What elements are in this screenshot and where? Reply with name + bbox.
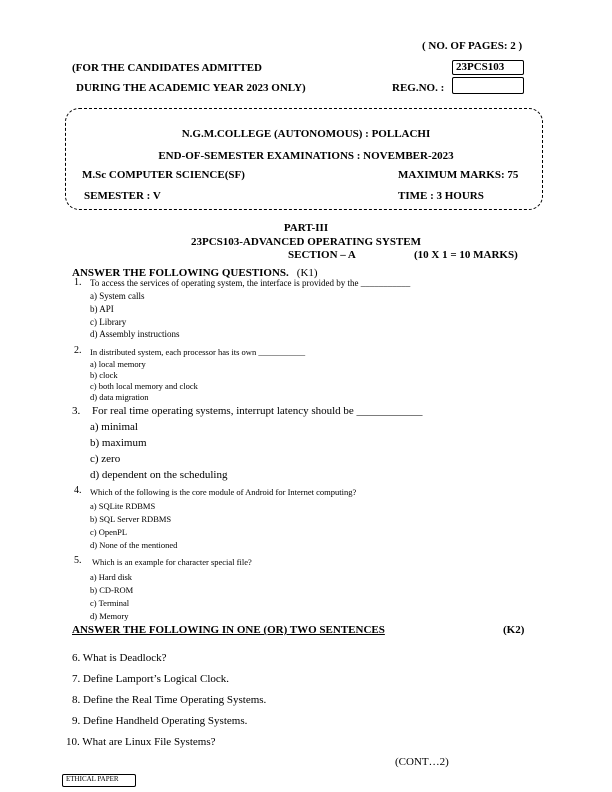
option: b) CD-ROM: [90, 585, 134, 595]
section-a-marks: (10 X 1 = 10 MARKS): [414, 249, 518, 261]
option: d) dependent on the scheduling: [90, 469, 228, 481]
option: c) Terminal: [90, 598, 130, 608]
question-text: Which of the following is the core module of Android for Internet computing?: [90, 487, 357, 497]
option: b) maximum: [90, 437, 147, 449]
max-marks: MAXIMUM MARKS: 75: [398, 169, 519, 181]
paper-title: 23PCS103-ADVANCED OPERATING SYSTEM: [190, 236, 421, 248]
option: a) Hard disk: [90, 572, 133, 582]
program: M.Sc COMPUTER SCIENCE(SF): [82, 169, 245, 181]
candidates-line-2: DURING THE ACADEMIC YEAR 2023 ONLY): [76, 82, 306, 94]
question-text: For real time operating systems, interrupt latency should be ____________: [92, 405, 423, 417]
ethical-paper-label: ETHICAL PAPER: [66, 775, 119, 783]
subject-code: 23PCS103: [456, 61, 505, 73]
option: d) None of the mentioned: [90, 540, 178, 550]
option: d) Assembly instructions: [90, 329, 180, 339]
part-label: PART-III: [283, 222, 329, 234]
question-text: To access the services of operating system, the interface is provided by the ___________: [90, 278, 411, 288]
question-text: In distributed system, each processor has its own ___________: [90, 347, 306, 357]
option: c) zero: [90, 453, 121, 465]
question-number: 5.: [74, 555, 82, 566]
option: b) API: [90, 304, 114, 314]
continued-note: (CONT…2): [395, 756, 449, 768]
option: d) Memory: [90, 611, 129, 621]
option: d) data migration: [90, 392, 149, 402]
option: a) SQLite RDBMS: [90, 501, 156, 511]
section-b-instruction: ANSWER THE FOLLOWING IN ONE (OR) TWO SENTENCES: [72, 624, 385, 636]
exam-title: END-OF-SEMESTER EXAMINATIONS : NOVEMBER-2023: [158, 150, 454, 162]
page-count: ( NO. OF PAGES: 2 ): [422, 40, 523, 52]
college-name: N.G.M.COLLEGE (AUTONOMOUS) : POLLACHI: [181, 128, 431, 140]
ethical-paper-stamp: [62, 774, 136, 787]
question-text: Which is an example for character special file?: [92, 557, 252, 567]
question-number: 1.: [74, 277, 82, 288]
short-question: 8. Define the Real Time Operating Systems.: [72, 694, 267, 706]
candidates-line-1: (FOR THE CANDIDATES ADMITTED: [72, 62, 262, 74]
option: c) Library: [90, 317, 127, 327]
short-question: 6. What is Deadlock?: [72, 652, 167, 664]
duration: TIME : 3 HOURS: [398, 190, 484, 202]
question-number: 2.: [74, 345, 82, 356]
regno-label: REG.NO. :: [392, 82, 445, 94]
option: a) local memory: [90, 359, 146, 369]
section-b-level: (K2): [503, 624, 525, 636]
section-a-label: SECTION – A: [288, 249, 356, 261]
short-question: 9. Define Handheld Operating Systems.: [72, 715, 248, 727]
subject-code-box: [452, 60, 524, 75]
section-a-level: (K1): [296, 267, 318, 279]
semester: SEMESTER : V: [84, 190, 161, 202]
short-question: 7. Define Lamport’s Logical Clock.: [72, 673, 230, 685]
option: a) minimal: [90, 421, 138, 433]
option: b) clock: [90, 370, 118, 380]
question-number: 3.: [72, 405, 81, 417]
option: b) SQL Server RDBMS: [90, 514, 172, 524]
regno-box[interactable]: [452, 77, 524, 94]
section-a-instruction: ANSWER THE FOLLOWING QUESTIONS.: [72, 267, 289, 279]
option: c) both local memory and clock: [90, 381, 198, 391]
option: a) System calls: [90, 291, 145, 301]
option: c) OpenPL: [90, 527, 128, 537]
short-question: 10. What are Linux File Systems?: [66, 736, 216, 748]
question-number: 4.: [74, 485, 82, 496]
